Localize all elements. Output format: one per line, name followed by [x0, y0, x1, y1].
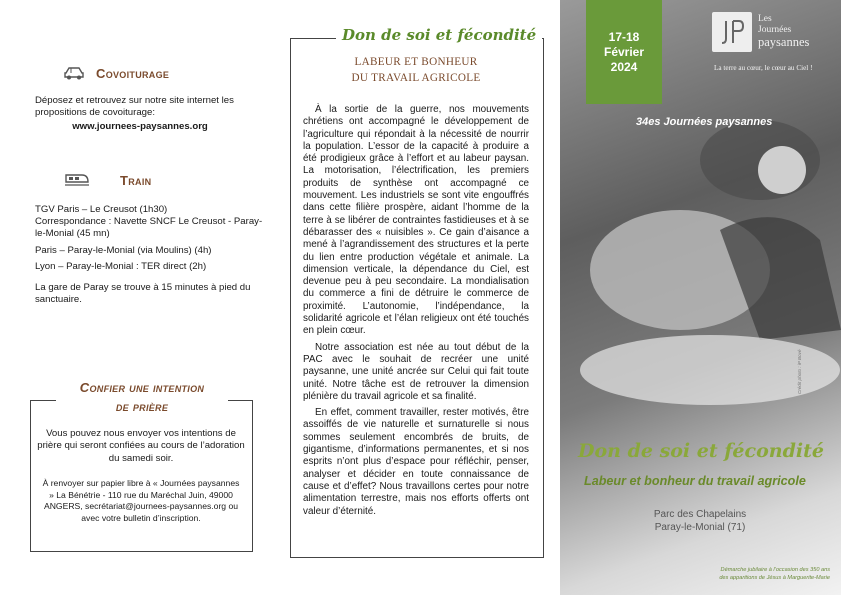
article-body	[303, 104, 529, 518]
date-month: Février	[603, 44, 645, 59]
cover-title: Don de soi et fécondité	[578, 440, 824, 462]
cover-location	[620, 508, 780, 534]
prayer-box	[30, 400, 253, 552]
train-line: Correspondance : Navette SNCF Le Creusot - Paray-le-Monial (45 mn)	[35, 216, 263, 240]
covoiturage-title: Covoiturage	[96, 66, 170, 81]
train-icon	[64, 170, 90, 188]
date-badge	[586, 0, 662, 104]
left-panel	[0, 0, 280, 595]
prayer-title-line2: de prière	[115, 399, 169, 414]
cover-edition: 34es Journées paysannes	[636, 116, 773, 128]
prayer-address: À renvoyer sur papier libre à « Journées paysannes » La Bénétrie - 110 rue du Maréchal Juin, 49000 ANGERS, secrétariat@journees-paysannes.org ou avec votre bulletin d’inscription.	[42, 478, 240, 523]
covoiturage-text: Déposez et retrouvez sur notre site internet les propositions de covoiturage:	[35, 95, 234, 119]
location-line1: Parc des Chapelains	[653, 509, 747, 520]
article-heading-line2: DU TRAVAIL AGRICOLE	[351, 72, 481, 84]
prayer-text: Vous pouvez nous envoyer vos intentions de prière qui seront confiées au cours de l’adoration du samedi soir.	[37, 428, 245, 464]
photo-credit: Crédit photo : iP Bové	[797, 349, 802, 394]
prayer-title-line1: Confier une intention	[79, 380, 205, 395]
article-paragraph: Notre association est née au tout début de la PAC avec le souhait de recréer une unité paysanne, une unité ancrée sur Celui qui fait toute unité. Notre tâche est de retrouver la dimension plénière du travail agricole et sa finalité.	[303, 341, 529, 402]
train-note: La gare de Paray se trouve à 15 minutes à pied du sanctuaire.	[35, 282, 251, 306]
date-days: 17-18	[608, 29, 640, 44]
cover-subtitle: Labeur et bonheur du travail agricole	[584, 474, 806, 488]
article-heading-line1: LABEUR ET BONHEUR	[354, 56, 478, 68]
cover-panel	[560, 0, 841, 595]
logo-tagline: La terre au cœur, le cœur au Ciel !	[714, 64, 813, 72]
logo-icon	[712, 12, 752, 52]
logo-line3: paysannes	[758, 35, 810, 49]
footnote-line1: Démarche jubilaire à l’occasion des 350 ans	[720, 567, 830, 573]
prayer-title	[56, 378, 228, 416]
train-line: Paris – Paray-le-Monial (via Moulins) (4h)	[35, 245, 212, 256]
article-heading	[300, 54, 532, 86]
footnote-line2: des apparitions de Jésus à Marguerite-Marie	[719, 575, 830, 581]
location-line2: Paray-le-Monial (71)	[654, 522, 746, 533]
logo-line1: Les	[758, 14, 772, 24]
train-title: Train	[120, 173, 152, 188]
date-year: 2024	[610, 59, 638, 74]
train-line: Lyon – Paray-le-Monial : TER direct (2h)	[35, 261, 207, 272]
article-paragraph: À la sortie de la guerre, nos mouvements chrétiens ont accompagné le développement de l’agriculture qui répondait à la nécessité de nourrir la population. L’essor de la capacité à produire a été prodigieux grâce à l’effort et au labeur paysan. La motorisation, l’électrification, les premiers produits de synthèse ont accompagné ce mouvement. Les industriels se sont vite engouffrés dans cette filière prospère, aidant l’homme de la terre à se libérer de contraintes fastidieuses et à se débarasser des « nuisibles ». Ce gain d’aisance a mené à l’agrandissement des structures et la perte du lien entre production végétale et animale. La dimension verticale, la dépendance du Ciel, est devenue peu à peu secondaire. La mondialisation du commerce a fini de détruire le commerce de proximité. L’autonomie, l’indépendance, la solidarité agricole et l’élan religieux ont été touchés en plein cœur.	[303, 104, 529, 337]
covoiturage-url[interactable]: www.journees-paysannes.org	[72, 121, 208, 132]
train-line: TGV Paris – Le Creusot (1h30)	[35, 204, 168, 215]
car-icon	[62, 64, 86, 82]
logo-text	[758, 14, 809, 49]
article-paragraph: En effet, comment travailler, rester motivés, être assoiffés de vie naturelle et surnaturelle si nous sommes seulement encombrés de bruits, de gigantisme, d’informations permanentes, et si nos esprits n’ont plus d’espace pour réfléchir, penser, analyser et décider en toute connaissance de cause et d’effet? Nous travaillons certes pour notre alimentation terrestre, mais nos efforts offerts ont valeur d’éternité.	[303, 407, 529, 517]
article-script-title: Don de soi et fécondité	[336, 26, 542, 44]
logo-line2: Journées	[758, 25, 792, 35]
cover-footnote	[620, 566, 830, 582]
